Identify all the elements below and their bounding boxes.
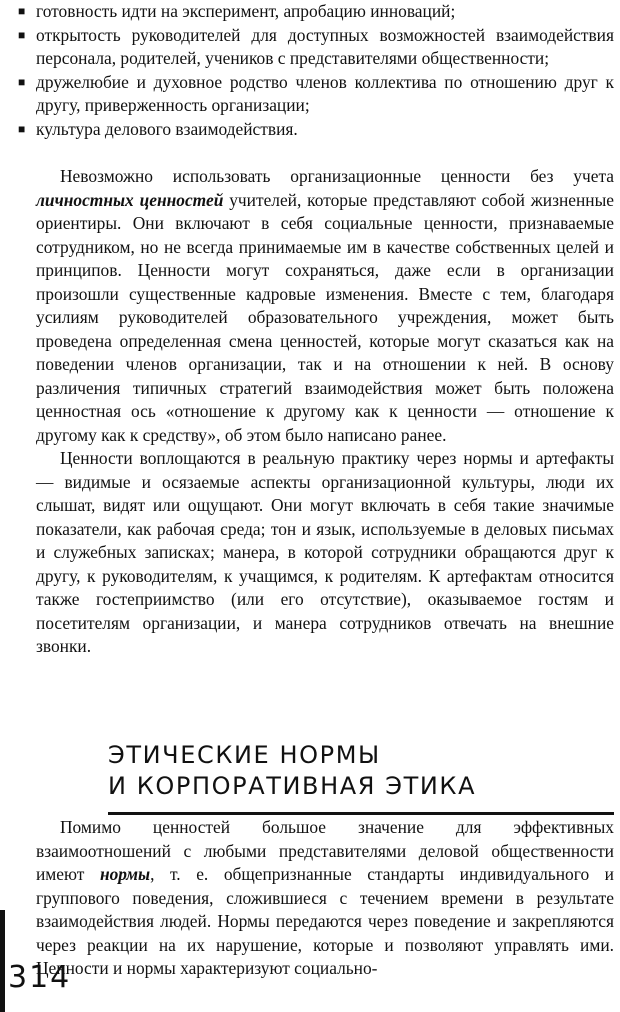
emphasized-term: личностных ценностей [36,189,224,210]
bullet-marker: ■ [18,27,26,42]
list-item-text: готовность идти на эксперимент, апробацию инноваций; [36,1,456,21]
list-item [14,118,614,142]
list-item-text: дружелюбие и духовное родство членов коллектива по отношению друг к другу, приверженность организации; [36,71,614,115]
heading-line-2: И КОРПОРАТИВНАЯ ЭТИКА [108,772,477,800]
paragraph-personal-values [36,165,614,447]
bullet-marker: ■ [18,74,26,89]
emphasized-term: нормы [99,864,151,884]
paragraph-norms [36,816,614,981]
paragraph-artifacts: Ценности воплощаются в реальную практику через нормы и артефакты — видимые и осязаемые аспекты организационной культуры, люди их слышат, видят или ощущают. Они могут включать в себя такие значимые показатели, как рабочая среда; тон и язык, используемые в деловых письмах и служебных записках; манера, в которой сотрудники обращаются друг к другу, к руководителям, к учащимся, к родителям. К артефактам относится также гостеприимство (или его отсутствие), оказываемое гостям и посетителям организации, и манера сотрудников отвечать на внешние звонки. [36,448,614,656]
values-text [36,165,614,659]
list-item [14,71,614,118]
paragraph-rest: , т. е. общепризнанные стандарты индивидуального и группового поведения, сложившиеся с течением времени в результате взаимодействия людей. Нормы передаются через поведение и закрепляются через реакции на их нарушение, которые и позволяют управлять ими. Ценности и нормы характеризуют социально- [36,864,614,978]
list-item-text: культура делового взаимодействия. [36,118,298,139]
list-item [14,24,614,71]
bullet-marker: ■ [18,4,26,18]
list-item [14,0,614,24]
paragraph-rest: учителей, которые представляют собой жизненные ориентиры. Они включают в себя социальные ценности, признаваемые сотрудником, но не всегда принимаемые им в качестве собственных целей и принципов. Ценности могут сохраняться, даже если в организации произошли существенные кадровые изменения. Вместе с тем, благодаря усилиям руководителей образовательного учреждения, может быть проведена определенная смена ценностей, которые могут сказаться как на поведении членов организации, так и на отношении к ней. В основу различения типичных стратегий взаимодействия может быть положена ценностная ось «отношение к другому как к ценности — отношение к другому как к средству», об этом было написано ранее. [36,189,614,445]
heading-line-1: ЭТИЧЕСКИЕ НОРМЫ [108,741,381,769]
page-number: 314 [8,960,72,995]
list-item-text: открытость руководителей для доступных возможностей взаимодействия персонала, родителей, учеников с представителями общественности; [36,24,614,68]
page-edge-bar [0,910,5,1012]
paragraph-lead: Невозможно использовать организационные ценности без учета [60,166,614,186]
bullet-marker: ■ [18,121,26,136]
norms-text [36,816,614,981]
section-heading [108,740,614,815]
paragraph-lead: Помимо ценностей большое значение для эффективных взаимоотношений с любыми представителями деловой общественности имеют [36,817,614,884]
bullet-list [14,0,614,141]
